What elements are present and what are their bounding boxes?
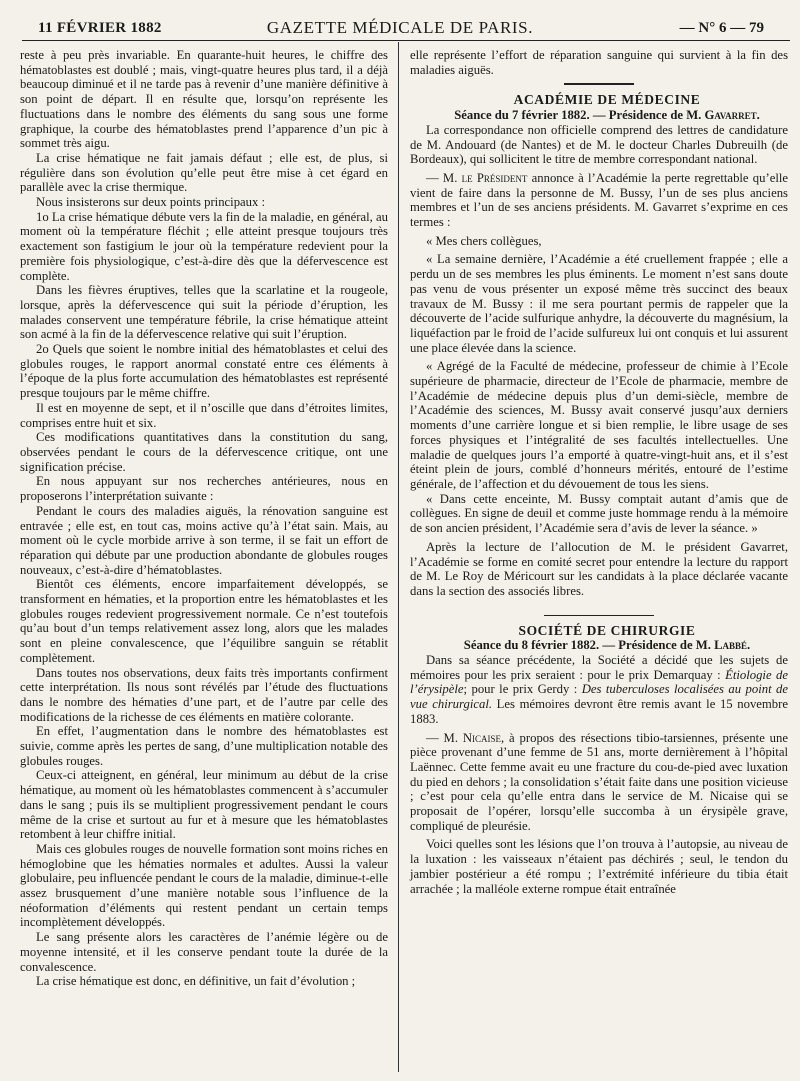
section-rule [564, 83, 634, 85]
academie-seance-line [410, 108, 788, 123]
speaker-label: le Président [461, 170, 528, 185]
address-salutation: « Mes chers collègues, [426, 233, 542, 248]
page-header [0, 6, 800, 38]
president-paragraph [410, 171, 788, 230]
president-text: annonce à l’Académie la perte regrettable qu’elle vient de faire dans la personne de M. Bussy, l’un de ses plus anciens membres et l’un de ses anciens présidents. M. Gavarret s’exprime en ces termes : [410, 170, 789, 230]
paragraph: En effet, l’augmentation dans le nombre des hématoblastes est suivie, comme après les pertes de sang, d’une multiplication notable des globules rouges. [20, 724, 388, 768]
header-title: GAZETTE MÉDICALE DE PARIS. [266, 18, 534, 37]
seance-president-prefix: — Présidence de M. [602, 638, 711, 653]
italic-title: Des tuberculoses localisées au point de vue chirurgical. [410, 682, 789, 712]
right-column [410, 48, 788, 896]
dash: — M. [426, 170, 458, 185]
italic-title: Étiologie de l’érysipèle [410, 667, 788, 697]
paragraph: Après la lecture de l’allocution de M. le président Gavarret, l’Académie se forme en comité secret pour entendre la lecture du rapport de M. Le Roy de Méricourt sur les candidats à la place déclarée vacante dans la section des associés libres. [410, 539, 788, 598]
left-column [20, 48, 388, 989]
seance-date: Séance du 8 février 1882. [463, 638, 600, 653]
header-date: 11 FÉVRIER 1882 [38, 20, 162, 36]
paragraph: Dans toutes nos observations, deux faits très importants confirment cette interprétation. Ils nous sont révélés par l’étude des fluctuations dans le nombre des hématies d’une part, et de l’autre par celle des modifications de la richesse de ces éléments en matière colorante. [20, 665, 388, 724]
continuation-paragraph: elle représente l’effort de réparation sanguine qui survient à la fin des maladies aiguës. [410, 48, 788, 77]
paragraph: 2o Quels que soient le nombre initial des hématoblastes et celui des globules rouges, le rapport anormal constaté entre ces éléments à l’époque de la plus forte accumulation des hématoblastes est représenté presque toujours par le même chiffre. [20, 342, 388, 401]
prix-paragraph [410, 653, 788, 727]
column-divider [398, 42, 399, 1072]
address-paragraph: « La semaine dernière, l’Académie a été cruellement frappée ; elle a perdu un de ses membres les plus éminents. Le moment n’est sans doute pas venu de vous présenter un exposé même très succinct des beaux travaux de M. Bussy : il me sera pourtant permis de rappeler que la découverte de l’acide sulfurique anhydre, la découverte du magnésium, la liquéfaction par le froid de l’acide sulfureux lui ont conquis et lui assurent une place élevée dans la science. [410, 252, 788, 355]
seance-president: Gavarret. [704, 108, 760, 123]
seance-president-prefix: — Présidence de M. [592, 108, 702, 123]
paragraph: Le sang présente alors les caractères de l’anémie légère ou de moyenne intensité, et il les conserve pendant toute la durée de la convalescence. [20, 930, 388, 974]
header-rule [22, 40, 790, 41]
paragraph: Ceux-ci atteignent, en général, leur minimum au début de la crise hématique, au moment où les hématoblastes commencent à s’accumuler dans le sang ; puis ils se multiplient progressivement pendant le cours même de la crise et surtout au fur et à mesure que les hématoblastes retombent à leur chiffre initial. [20, 768, 388, 842]
paragraph: Nous insisterons sur deux points principaux : [36, 195, 266, 210]
text: ; pour le prix Gerdy : [463, 682, 578, 697]
paragraph: Il est en moyenne de sept, et il n’oscille que dans d’étroites limites, comprises entre huit et six. [20, 400, 388, 430]
dash: — M. [426, 730, 458, 745]
paragraph: reste à peu près invariable. En quarante-huit heures, le chiffre des hématoblastes est doublé ; mais, vingt-quatre heures plus tard, il a déjà beaucoup diminué et il ne tarde pas à revenir d’une manière définitive à son point de départ. Il en résulte que, lorsqu’on représente les fluctuations dans le nombre des éléments du sang sous une forme graphique, la courbe des hématoblastes prend l’apparence d’un pic à sommet très aigu. [20, 48, 388, 151]
paragraph: 1o La crise hématique débute vers la fin de la maladie, en général, au moment où la température fléchit ; elle atteint presque toujours très exactement son fastigium le jour où la température redevient pour la première fois physiologique, c’est-à-dire dès que la défervescence est complète. [20, 209, 388, 283]
paragraph: Ces modifications quantitatives dans la constitution du sang, observées pendant le cours de la défervescence critique, ont une signification précise. [20, 430, 388, 474]
paragraph: La crise hématique est donc, en définitive, un fait d’évolution ; [36, 974, 356, 989]
seance-president: Labbé. [714, 638, 751, 653]
speaker-name: Nicaise [462, 730, 502, 745]
chirurgie-heading: SOCIÉTÉ DE CHIRURGIE [518, 622, 696, 638]
section-rule [544, 615, 654, 616]
paragraph: La crise hématique ne fait jamais défaut ; elle est, de plus, si régulière dans son évolution qu’elle peut être mise à cet égard en parallèle avec la crise thermique. [20, 150, 388, 195]
seance-date: Séance du 7 février 1882. [454, 108, 590, 123]
paragraph: Voici quelles sont les lésions que l’on trouva à l’autopsie, au niveau de la luxation : les vaisseaux n’étaient pas déchirés ; seul, le tendon du jambier postérieur a été rompu ; l’extrémité inférieure du tibia était arrachée ; la malléole externe rompue était entraînée [410, 837, 788, 896]
nicaise-text: , à propos des résections tibio-tarsiennes, présente une pièce provenant d’une femme de 51 ans, morte dernièrement à l’hôpital Laënnec. Cette femme avait eu une fracture du cou-de-pied avec luxation du pied en dehors ; la consolidation s’était faite dans une position vicieuse ; c’est pour cela qu’elle entra dans le service de M. Nicaise qui se proposait de l’opérer, lorsqu’elle succomba à un érysipèle grave, compliqué de pleurésie. [410, 730, 788, 833]
paragraph: En nous appuyant sur nos recherches antérieures, nous en proposerons l’interprétation suivante : [20, 474, 388, 504]
paragraph: Mais ces globules rouges de nouvelle formation sont moins riches en hémoglobine que les hématies normales et adultes. Aussi la valeur globulaire, peu influencée pendant le cours de la maladie, diminue-t-elle assez brusquement d’une manière notable sous l’influence de la néoformation d’éléments qui restent pendant un certain temps incomplètement développés. [20, 841, 388, 930]
text: Les mémoires devront être remis avant le 15 novembre 1883. [410, 697, 789, 726]
academie-heading: ACADÉMIE DE MÉDECINE [513, 92, 701, 108]
paragraph: La correspondance non officielle comprend des lettres de candidature de M. Andouard (de Nantes) et de M. le docteur Charles Dubreuilh (de Bordeaux), qui sollicitent le titre de membre correspondant national. [410, 122, 788, 167]
paragraph: Dans les fièvres éruptives, telles que la scarlatine et la rougeole, lorsque, après la défervescence qui suit la période d’éruption, les malades conservent une température fébrile, la crise hématique atteint son acmé à la fin de la défervescence relative qui suit l’éruption. [20, 283, 388, 342]
text: Dans sa séance précédente, la Société a décidé que les sujets de mémoires pour les prix seraient : pour le prix Demarquay : [410, 653, 788, 682]
paragraph: Bientôt ces éléments, encore imparfaitement développés, se transforment en hématies, et la proportion entre les hématoblastes et les globules rouges redevient progressivement normale. Ce n’est toutefois qu’au bout d’un temps relativement assez long, alors que les malades sont en pleine convalescence, que l’équilibre sanguin se rétablit complètement. [20, 577, 388, 665]
nicaise-paragraph [410, 731, 788, 834]
header-issue: — N° 6 — 79 [679, 20, 764, 36]
paragraph: Pendant le cours des maladies aiguës, la rénovation sanguine est entravée ; elle est, en tout cas, moins active qu’à l’état sain. Mais, au moment où le cycle morbide arrive à son terme, il se fait un effort de réparation qui débute par une production abondante de globules rouges nouveaux, c’est-à-dire d’hématoblastes. [20, 503, 388, 577]
chirurgie-seance-line [410, 638, 788, 653]
address-paragraph: « Agrégé de la Faculté de médecine, professeur de chimie à l’Ecole supérieure de pharmacie, directeur de l’Ecole de pharmacie, membre de l’Académie de médecine depuis plus d’un demi-siècle, membre de l’Académie des sciences, M. Bussy avait conservé jusqu’aux derniers moments d’une carrière longue et si bien remplie, le libre usage de ses forces physiques et l’intégralité de ses facultés intellectuelles. Une maladie de quelques jours l’a emporté à quatre-vingt-huit ans, et il s’est éteint plein de jours, comblé d’honneurs mérités, entouré de l’estime générale, de l’affection et du dévouement de tous les siens. [410, 359, 788, 491]
address-paragraph: « Dans cette enceinte, M. Bussy comptait autant d’amis que de collègues. En signe de deuil et comme juste hommage rendu à la mémoire de son ancien président, l’Académie sera d’avis de lever la séance. » [410, 491, 788, 536]
